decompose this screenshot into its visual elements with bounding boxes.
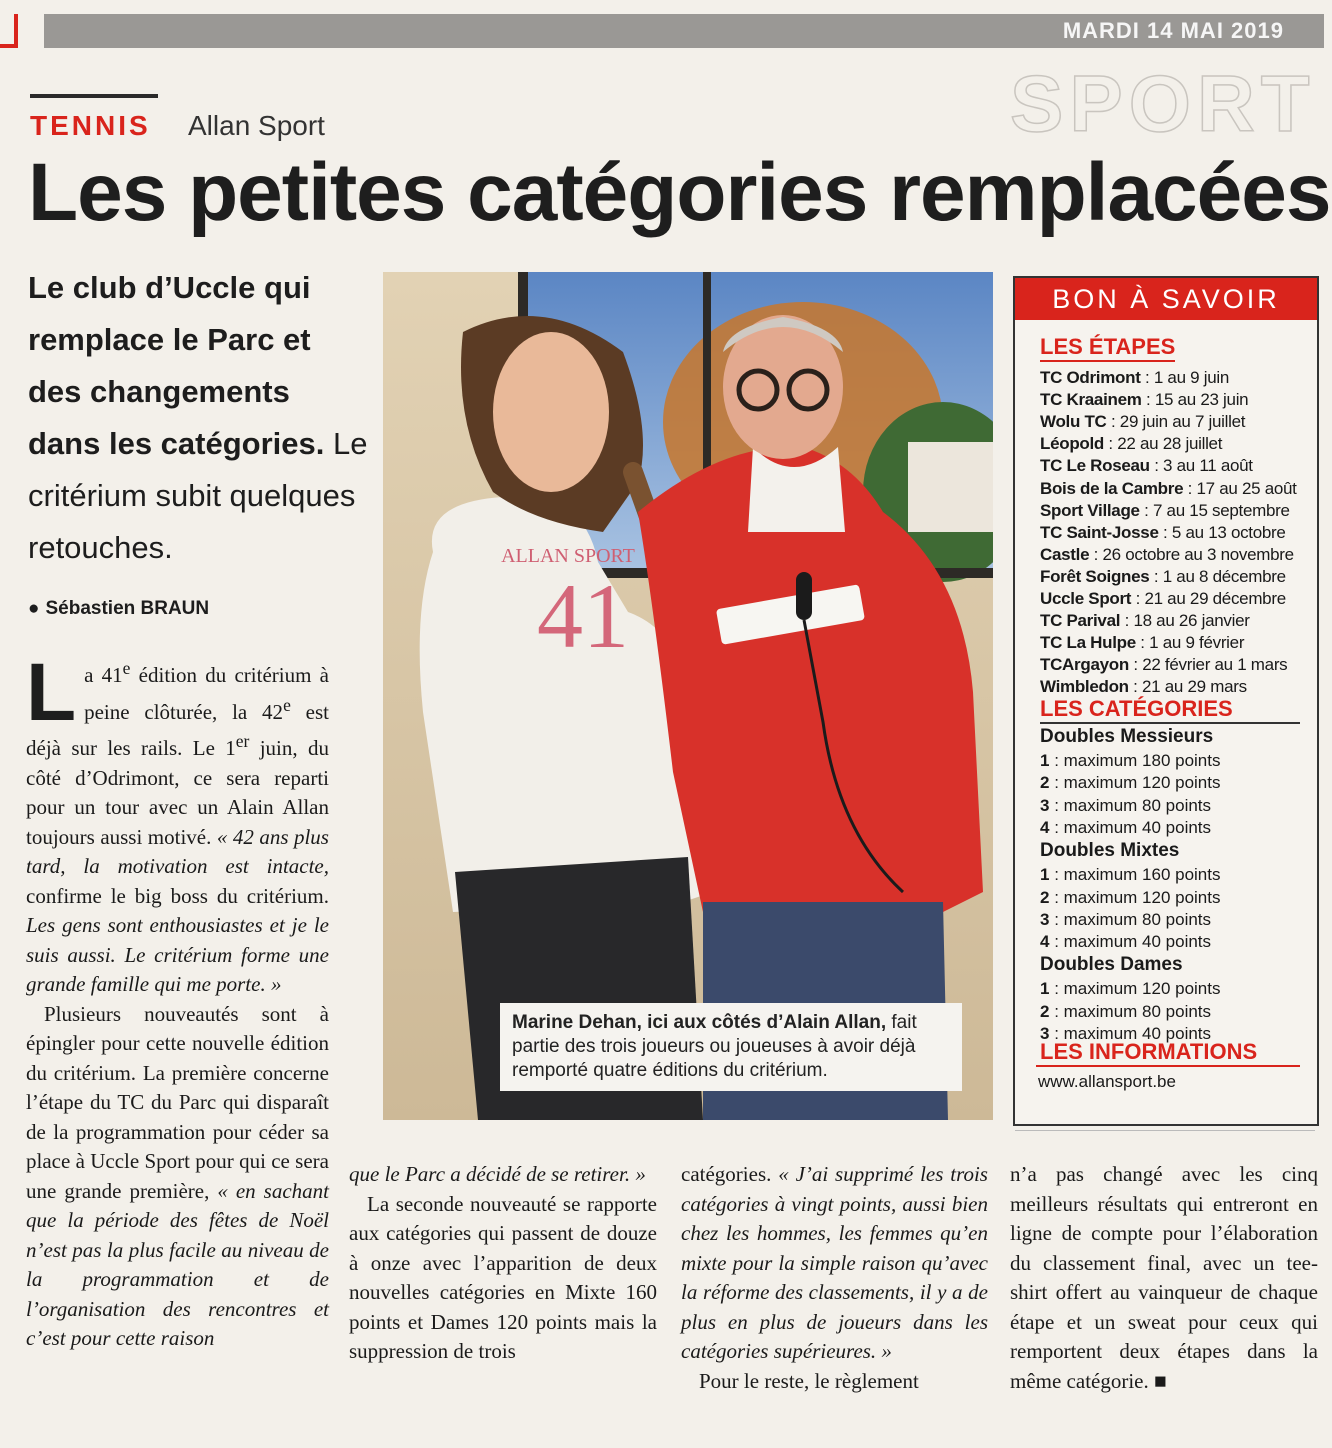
stage-club: TC Kraainem xyxy=(1040,390,1142,410)
level-separator: : xyxy=(1049,979,1064,999)
stage-dates: 1 au 8 décembre xyxy=(1162,566,1286,586)
level-value: maximum 180 points xyxy=(1063,751,1221,770)
caption-text: fait partie des trois joueurs ou joueuses à avoir déjà remporté quatre éditions du critérium. xyxy=(512,1012,917,1081)
stage-dates: 7 au 15 septembre xyxy=(1152,500,1290,520)
article-intro xyxy=(28,262,368,574)
body-text: a 41 xyxy=(84,663,123,687)
level-number: 2 xyxy=(1040,887,1050,907)
body-text: confirme le big boss du critérium. xyxy=(26,883,329,908)
body-text: catégories. xyxy=(681,1162,779,1186)
stage-row xyxy=(1040,655,1287,675)
level-value: maximum 160 points xyxy=(1063,865,1221,885)
stage-row xyxy=(1040,589,1286,609)
issue-date: MARDI 14 MAI 2019 xyxy=(1062,18,1284,43)
level-value: maximum 120 points xyxy=(1063,979,1221,999)
stage-separator: : xyxy=(1089,544,1103,564)
stage-separator: : xyxy=(1141,390,1155,410)
superscript: er xyxy=(235,731,250,751)
level-number: 1 xyxy=(1040,865,1050,885)
stage-row xyxy=(1040,412,1245,432)
level-value: maximum 40 points xyxy=(1063,817,1212,837)
level-separator: : xyxy=(1049,817,1064,837)
stage-row xyxy=(1040,368,1229,388)
stage-separator: : xyxy=(1183,478,1197,498)
website-link[interactable]: www.allansport.be xyxy=(1038,1072,1176,1091)
headline: Les petites catégories remplacées xyxy=(28,147,1331,238)
stage-club: TCArgayon xyxy=(1040,655,1129,675)
stage-club: Castle xyxy=(1040,544,1090,564)
box-divider xyxy=(1015,1130,1315,1131)
stage-row xyxy=(1040,523,1286,543)
category-level xyxy=(1040,796,1211,816)
stage-dates: 21 au 29 décembre xyxy=(1144,589,1286,608)
stage-row xyxy=(1040,501,1290,521)
level-value: maximum 40 points xyxy=(1063,1024,1212,1043)
stage-row xyxy=(1040,390,1248,410)
stage-dates: 18 au 26 janvier xyxy=(1133,611,1250,631)
level-value: maximum 80 points xyxy=(1063,1001,1212,1021)
microphone xyxy=(796,572,812,620)
section-label: SPORT xyxy=(1010,59,1316,148)
quote-text: « 42 ans plus tard, la motivation est intacte, xyxy=(26,824,329,878)
superscript: e xyxy=(283,694,291,715)
stage-club: TC Parival xyxy=(1040,611,1121,631)
quote-text: Les gens sont enthousiastes et je le suis aussi. Le critérium forme une grande famille qui me porte. » xyxy=(26,913,329,996)
drop-cap: L xyxy=(26,647,77,738)
caption-bold: Marine Dehan, ici aux côtés d’Alain Allan, xyxy=(512,1012,887,1033)
stage-club: Wolu TC xyxy=(1040,412,1107,432)
photo-caption xyxy=(500,1003,962,1091)
categories-title: LES CATÉGORIES xyxy=(1040,696,1233,721)
category-level xyxy=(1040,1002,1211,1022)
kicker-club: Allan Sport xyxy=(188,110,325,141)
stage-separator: : xyxy=(1106,412,1120,432)
stage-separator: : xyxy=(1139,500,1153,520)
stages-title: LES ÉTAPES xyxy=(1040,334,1176,359)
stage-club: TC Odrimont xyxy=(1040,368,1141,387)
category-level xyxy=(1040,818,1211,838)
stage-club: Wimbledon xyxy=(1040,677,1129,697)
shirt-number: 41 xyxy=(537,565,629,667)
stage-dates: 26 octobre au 3 novembre xyxy=(1102,544,1294,564)
stage-separator: : xyxy=(1135,633,1150,653)
stage-row xyxy=(1040,633,1244,653)
body-column-2 xyxy=(349,1160,657,1367)
stage-club: Bois de la Cambre xyxy=(1040,478,1184,498)
body-text: Pour le reste, le règlement xyxy=(699,1368,919,1393)
byline xyxy=(28,598,209,620)
level-separator: : xyxy=(1049,795,1064,815)
end-mark: ■ xyxy=(1154,1368,1167,1393)
intro-lead: Le club d’Uccle qui remplace le Parc et des changements dans les catégories. xyxy=(28,270,325,461)
kicker-category: TENNIS xyxy=(30,110,151,141)
level-number: 4 xyxy=(1040,932,1050,952)
intro-rest: Le critérium subit quelques retouches. xyxy=(28,426,368,565)
categories-rule xyxy=(1040,722,1300,724)
stage-row xyxy=(1040,434,1222,454)
stage-club: TC La Hulpe xyxy=(1040,633,1136,653)
category-level xyxy=(1040,932,1211,952)
stage-separator: : xyxy=(1128,677,1143,697)
stages-rule xyxy=(1040,360,1175,362)
stage-club: Uccle Sport xyxy=(1040,589,1132,608)
stage-dates: 1 au 9 juin xyxy=(1153,368,1230,387)
shirt-brand: ALLAN SPORT xyxy=(501,545,635,567)
stage-separator: : xyxy=(1128,655,1143,675)
body-text: est déjà sur les rails. Le 1 xyxy=(26,699,329,760)
superscript: e xyxy=(122,658,131,678)
level-number: 3 xyxy=(1040,1024,1050,1043)
stage-separator: : xyxy=(1149,456,1164,476)
level-number: 4 xyxy=(1040,817,1050,837)
body-text: n’a pas changé avec les cinq meilleurs résultats qui entreront en ligne de compte pour l’élaboration du classement final, avec un tee-shirt offert au vainqueur de chaque étape et un sweat pour ceux qui remportent deux étapes dans la même catégorie. xyxy=(1010,1162,1318,1393)
body-column-1 xyxy=(26,647,329,1354)
level-value: maximum 120 points xyxy=(1063,773,1221,793)
stage-dates: 29 juin au 7 juillet xyxy=(1119,412,1246,432)
level-separator: : xyxy=(1049,1001,1064,1021)
quote-text: « en sachant que la période des fêtes de Noël n’est pas la plus facile au niveau de la programmation et de l’organisation des rencontres et c’est pour cette raison xyxy=(26,1178,329,1350)
stage-dates: 22 au 28 juillet xyxy=(1117,434,1223,454)
category-level xyxy=(1040,979,1220,999)
body-text: édition du critérium à peine clôturée, la 42 xyxy=(84,663,329,724)
category-heading: Doubles Dames xyxy=(1040,954,1183,976)
stage-dates: 17 au 25 août xyxy=(1196,478,1297,498)
stage-dates: 3 au 11 août xyxy=(1163,456,1253,476)
stage-row xyxy=(1040,479,1297,499)
category-level xyxy=(1040,773,1220,793)
level-separator: : xyxy=(1049,887,1064,907)
level-number: 3 xyxy=(1040,909,1050,929)
stage-club: TC Le Roseau xyxy=(1040,456,1150,476)
body-text: La seconde nouveauté se rapporte aux catégories qui passent de douze à onze avec l’apparition de deux nouvelles catégories en Mixte 160 points et Dames 120 points mais la suppression de trois xyxy=(349,1191,657,1363)
section-corner-mark xyxy=(0,14,18,48)
stage-separator: : xyxy=(1131,589,1145,608)
category-level xyxy=(1040,888,1220,908)
info-box-title: BON À SAVOIR xyxy=(1015,278,1317,320)
level-separator: : xyxy=(1049,865,1064,885)
info-title: LES INFORMATIONS xyxy=(1040,1039,1258,1064)
byline-bullet: ● xyxy=(28,598,40,619)
level-value: maximum 80 points xyxy=(1063,795,1212,815)
stage-dates: 21 au 29 mars xyxy=(1142,677,1247,697)
stage-separator: : xyxy=(1120,611,1134,631)
stage-dates: 1 au 9 février xyxy=(1149,633,1245,653)
body-column-3 xyxy=(681,1160,988,1396)
pavilion xyxy=(908,442,993,532)
category-heading: Doubles Messieurs xyxy=(1040,726,1214,747)
level-value: maximum 80 points xyxy=(1063,909,1212,929)
category-level xyxy=(1040,865,1220,885)
level-separator: : xyxy=(1049,1024,1064,1043)
category-level xyxy=(1040,751,1220,771)
stage-separator: : xyxy=(1140,368,1154,387)
stage-row xyxy=(1040,545,1294,565)
article-photo xyxy=(383,272,993,1120)
category-heading: Doubles Mixtes xyxy=(1040,840,1180,862)
info-rule xyxy=(1036,1065,1300,1067)
stage-row xyxy=(1040,611,1250,631)
level-separator: : xyxy=(1049,909,1064,929)
stage-club: Sport Village xyxy=(1040,500,1140,520)
level-number: 1 xyxy=(1040,751,1050,770)
stage-club: TC Saint-Josse xyxy=(1040,522,1159,542)
level-separator: : xyxy=(1049,932,1064,952)
level-number: 3 xyxy=(1040,795,1050,815)
stage-dates: 15 au 23 juin xyxy=(1154,390,1249,410)
level-separator: : xyxy=(1049,751,1064,770)
quote-text: « J’ai supprimé les trois catégories à vingt points, aussi bien chez les hommes, les femmes qu’en mixte pour la simple raison qu’avec la réforme des classements, il y a de plus en plus de joueurs dans les catégories supérieures. » xyxy=(681,1162,988,1363)
quote-text: que le Parc a décidé de se retirer. » xyxy=(349,1162,646,1186)
level-value: maximum 40 points xyxy=(1063,932,1212,952)
level-separator: : xyxy=(1049,773,1064,793)
level-number: 2 xyxy=(1040,1001,1050,1021)
body-text: juin, du côté d’Odrimont, ce sera reparti pour un tour avec un Alain Allan toujours aussi motivé. xyxy=(26,736,329,849)
stage-separator: : xyxy=(1158,522,1172,542)
kicker-rule xyxy=(30,94,158,98)
photo-illustration xyxy=(383,272,993,1120)
stage-club: Forêt Soignes xyxy=(1040,566,1150,586)
stage-club: Léopold xyxy=(1040,434,1104,454)
body-column-4 xyxy=(1010,1160,1318,1396)
stage-dates: 5 au 13 octobre xyxy=(1171,522,1286,542)
byline-author: Sébastien BRAUN xyxy=(45,598,210,619)
stage-separator: : xyxy=(1104,434,1118,454)
stage-separator: : xyxy=(1149,566,1163,586)
level-value: maximum 120 points xyxy=(1063,887,1221,907)
level-number: 1 xyxy=(1040,979,1050,999)
stage-row xyxy=(1040,677,1247,697)
woman-face xyxy=(493,332,609,492)
stage-dates: 22 février au 1 mars xyxy=(1142,655,1288,675)
body-text: Plusieurs nouveautés sont à épingler pour cette nouvelle édition du critérium. La première concerne l’étape du TC du Parc qui disparaît de la programmation pour céder sa place à Uccle Sport pour qui ce sera une grande première, xyxy=(26,1001,329,1203)
category-level xyxy=(1040,910,1211,930)
level-number: 2 xyxy=(1040,773,1050,793)
stage-row xyxy=(1040,456,1253,476)
stage-row xyxy=(1040,567,1286,587)
